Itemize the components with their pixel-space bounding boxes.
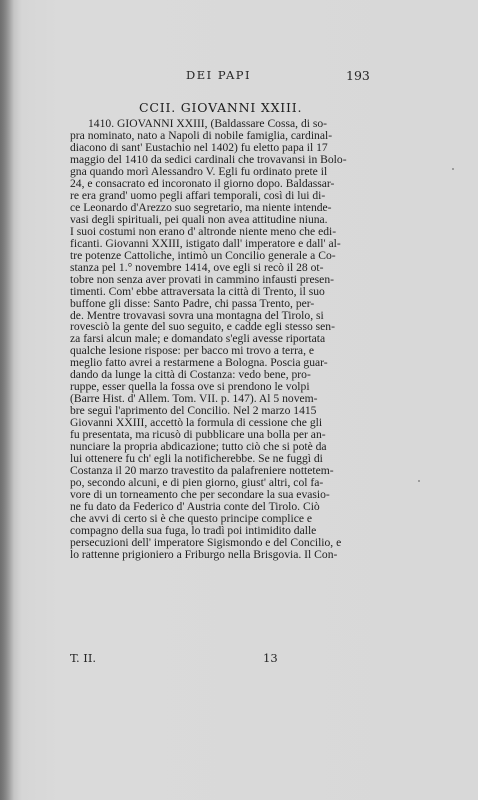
text-line: meglio fatto avrei a restarmene a Bologna. Poscia guar- xyxy=(70,356,328,370)
text-line: 1410. GIOVANNI XXIII, (Baldassare Cossa, di so- xyxy=(88,117,328,130)
text-line: lui ottenere fu ch' egli la notificherebbe. Se ne fuggì di xyxy=(70,452,323,466)
text-line: timenti. Com' ebbe attraversata la città di Trento, il suo xyxy=(70,284,325,298)
text-line: buffone gli disse: Santo Padre, chi passa Trento, per- xyxy=(70,296,315,310)
running-head: DEI PAPI xyxy=(186,68,252,82)
text-line: che avvi di certo si è che questo principe complice e xyxy=(70,511,313,525)
text-line: stanza pel 1.° novembre 1414, ove egli si recò il 28 ot- xyxy=(70,260,324,274)
text-line: (Barre Hist. d' Allem. Tom. VII. p. 147). Al 5 novem- xyxy=(70,392,318,406)
text-line: nunciare la propria abdicazione; tutto ciò che si potè da xyxy=(70,440,327,454)
text-line: lo rattenne prigioniero a Friburgo nella Brisgovia. Il Con- xyxy=(70,547,338,561)
text-line: dando da lunge la città di Costanza: vedo bene, pro- xyxy=(70,368,311,382)
text-line: diacono di sant' Eustachio nel 1402) fu eletto papa il 17 xyxy=(70,140,328,154)
paper-speck xyxy=(418,480,420,482)
text-line: persecuzioni dell' imperatore Sigismondo e del Concilio, e xyxy=(70,535,342,549)
text-line: ce Leonardo d'Arezzo suo segretario, ma niente intende- xyxy=(70,200,332,214)
text-line: za farsi alcun male; e domandato s'egli avesse riportata xyxy=(70,332,326,346)
text-line: maggio del 1410 da sedici cardinali che trovavansi in Bolo- xyxy=(70,152,347,166)
page-number: 193 xyxy=(346,68,370,83)
text-line: tre potenze Cattoliche, intimò un Concilio generale a Co- xyxy=(70,248,336,262)
text-line: de. Mentre trovavasi sovra una montagna del Tirolo, si xyxy=(70,308,324,322)
signature-mark: T. II. xyxy=(70,651,97,665)
text-line: bre seguì l'aprimento del Concilio. Nel 2 marzo 1415 xyxy=(70,404,317,418)
text-line: fu presentata, ma ricusò di pubblicare una bolla per an- xyxy=(70,428,326,442)
text-line: vore di un torneamento che per secondare la sua evasio- xyxy=(70,488,330,502)
text-line: gna quando morì Alessandro V. Egli fu ordinato prete il xyxy=(70,164,328,178)
spine-shadow xyxy=(0,0,14,800)
text-line: ruppe, esser quella la fossa ove si prendono le volpi xyxy=(70,380,310,394)
text-line: qualche lesione rispose: per bacco mi trovo a terra, e xyxy=(70,344,315,358)
text-line: re era grand' uomo pegli affari temporali, così di lui di- xyxy=(70,188,326,202)
text-line: vasi degli spirituali, pei quali non avea attitudine niuna. xyxy=(70,212,328,226)
text-line: pra nominato, nato a Napoli di nobile famiglia, cardinal- xyxy=(70,128,333,142)
text-line: ne fu dato da Federico d' Austria conte del Tirolo. Ciò xyxy=(70,500,320,513)
text-line: po, secondo alcuni, e di pien giorno, giust' altri, col fa- xyxy=(70,476,324,490)
text-line: tobre non senza aver provati in cammino infausti presen- xyxy=(70,272,334,286)
paper-speck xyxy=(452,168,454,170)
body-text xyxy=(70,118,380,561)
text-line: 24, e consacrato ed incoronato il giorno dopo. Baldassar- xyxy=(70,176,335,190)
sheet-number: 13 xyxy=(263,651,278,665)
text-line: ficanti. Giovanni XXIII, istigato dall' imperatore e dall' al- xyxy=(70,236,341,250)
chapter-title: CCII. GIOVANNI XXIII. xyxy=(139,100,303,115)
text-line: Costanza il 20 marzo travestito da palafreniere nottetem- xyxy=(70,464,334,478)
text-line: I suoi costumi non erano d' altronde niente meno che edi- xyxy=(70,224,337,238)
text-line: compagno della sua fuga, lo tradì poi intimidito dalle xyxy=(70,523,317,537)
text-line: Giovanni XXIII, accettò la formula di cessione che gli xyxy=(70,416,323,430)
text-line: rovesciò la gente del suo seguito, e cadde egli stesso sen- xyxy=(70,320,335,334)
